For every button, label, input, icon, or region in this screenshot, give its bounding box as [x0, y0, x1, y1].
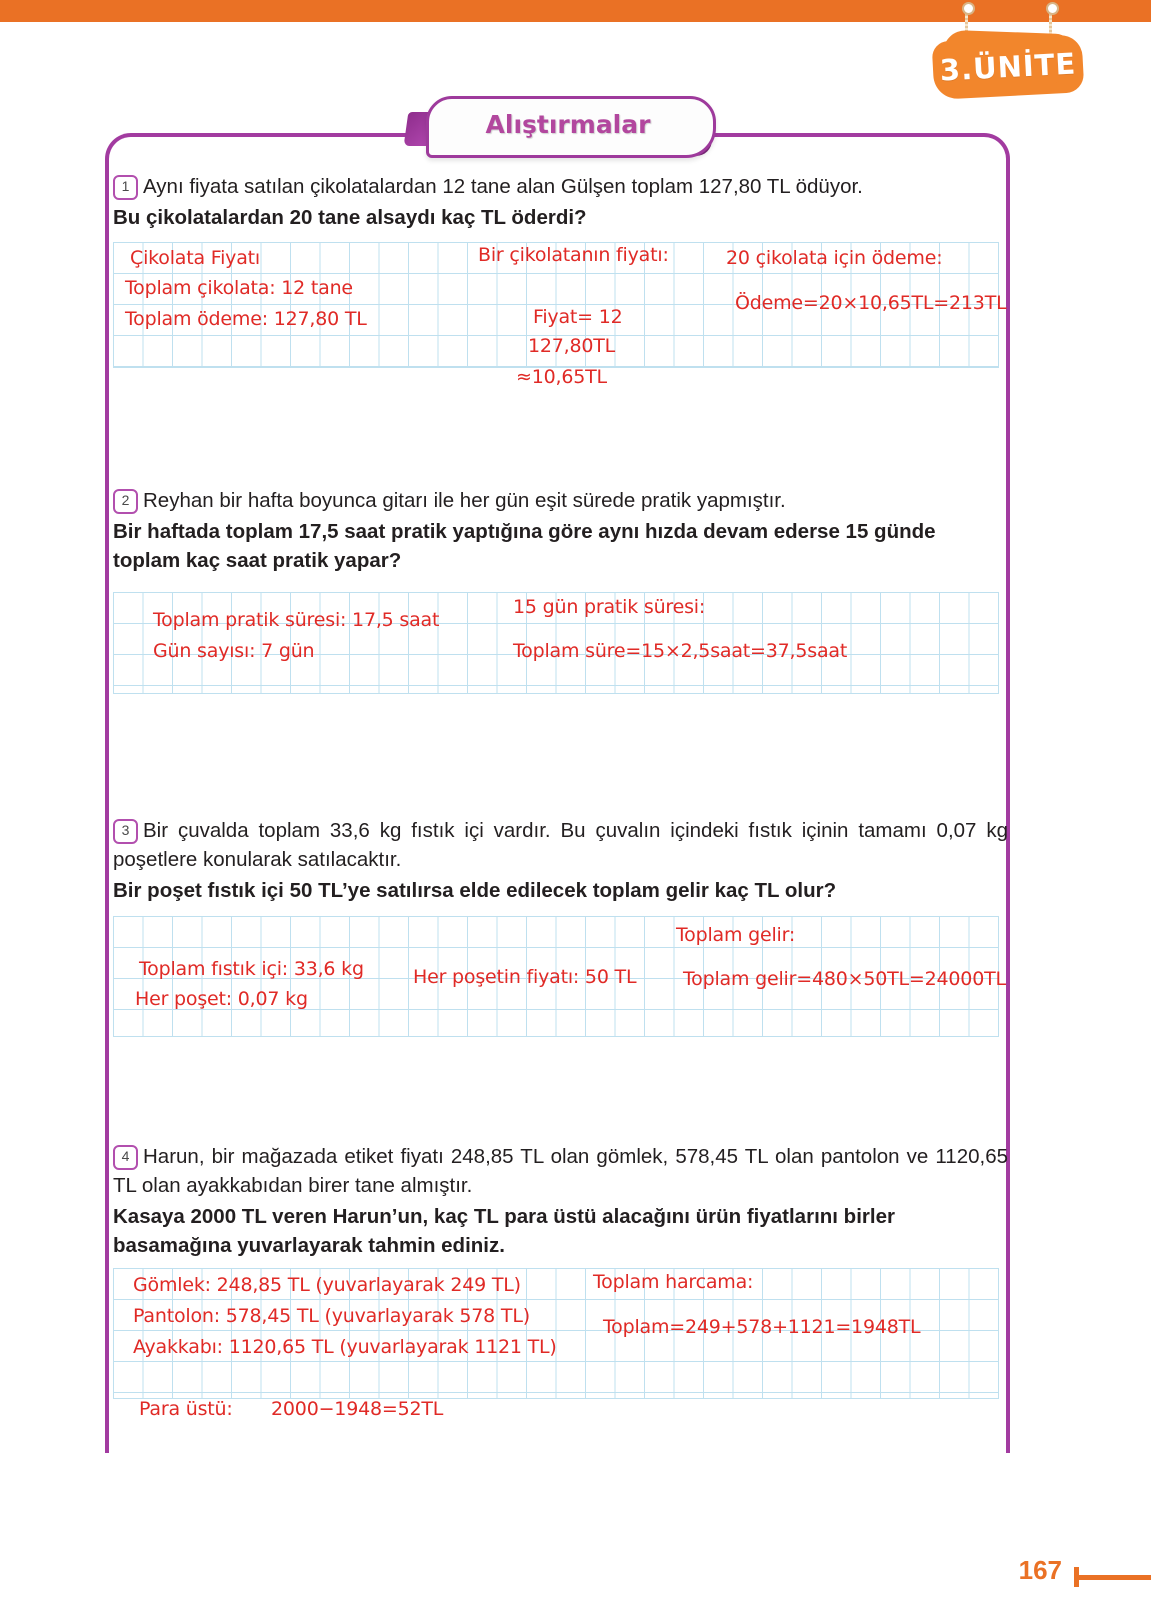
q1-col2-title: Bir çikolatanın fiyatı:: [478, 244, 669, 266]
question-1-text: Aynı fiyata satılan çikolatalardan 12 tane alan Gülşen toplam 127,80 TL ödüyor.: [143, 175, 863, 198]
question-3-answer-grid: [113, 916, 1006, 1037]
question-2-prompt: Bir haftada toplam 17,5 saat pratik yaptığına göre aynı hızda devam ederse 15 günde toplam kaç saat pratik yapar?: [113, 520, 936, 573]
section-title-ribbon: [410, 96, 710, 156]
question-1-text-line: [113, 172, 1008, 201]
question-2-text: Reyhan bir hafta boyunca gitarı ile her gün eşit sürede pratik yapmıştır.: [143, 489, 786, 512]
q2-col1-line2: Gün sayısı: 7 gün: [153, 640, 315, 662]
q3-col1-line1: Toplam fıstık içi: 33,6 kg: [139, 958, 364, 980]
question-2: [113, 486, 1008, 575]
badge-knob-right-icon: [1046, 2, 1059, 15]
q2-col2-title: 15 gün pratik süresi:: [513, 596, 706, 618]
q1-col2-line1: Fiyat= 12: [533, 306, 623, 328]
question-1-number-badge: 1: [113, 175, 138, 200]
q1-col3-title: 20 çikolata için ödeme:: [726, 247, 943, 269]
q4-col2-title: Toplam harcama:: [593, 1271, 754, 1293]
question-2-text-line: [113, 486, 1008, 515]
q3-col2-line1: Her poşetin fiyatı: 50 TL: [413, 966, 637, 988]
q4-col1-line2: Pantolon: 578,45 TL (yuvarlayarak 578 TL): [133, 1305, 530, 1327]
question-3-text: Bir çuvalda toplam 33,6 kg fıstık içi vardır. Bu çuvalın içindeki fıstık içinin tamamı 0,07 kg poşetlere konularak satılacaktır.: [113, 819, 1008, 872]
question-3-number-badge: 3: [113, 819, 138, 844]
q1-col2-line2: 127,80TL: [528, 335, 616, 357]
question-4-answer-grid: [113, 1268, 999, 1399]
q4-col1-line1: Gömlek: 248,85 TL (yuvarlayarak 249 TL): [133, 1274, 521, 1296]
question-1-prompt: Bu çikolatalardan 20 tane alsaydı kaç TL öderdi?: [113, 206, 587, 230]
q1-col1-line1: Toplam çikolata: 12 tane: [125, 277, 353, 299]
q4-change-label: Para üstü:: [139, 1398, 233, 1420]
q1-col1-title: Çikolata Fiyatı: [130, 247, 260, 269]
q4-col2-line1: Toplam=249+578+1121=1948TL: [603, 1316, 921, 1338]
unit-badge-group: [933, 0, 1093, 105]
question-3: [113, 816, 1008, 905]
question-2-answer-grid: [113, 592, 999, 694]
page-number: 167: [1018, 1555, 1062, 1585]
question-1: [113, 172, 1008, 232]
q1-col3-line1: Ödeme=20×10,65TL=213TL: [735, 292, 1007, 314]
question-4: [113, 1142, 1008, 1260]
question-3-text-line: [113, 816, 1008, 874]
q2-col2-line1: Toplam süre=15×2,5saat=37,5saat: [513, 640, 848, 662]
question-3-prompt: Bir poşet fıstık içi 50 TL’ye satılırsa elde edilecek toplam gelir kaç TL olur?: [113, 879, 837, 903]
q4-col1-line3: Ayakkabı: 1120,65 TL (yuvarlayarak 1121 TL): [133, 1336, 557, 1358]
q3-col3-line1: Toplam gelir=480×50TL=24000TL: [683, 968, 1006, 990]
unit-badge: [933, 38, 1083, 96]
unit-badge-label: 3.ÜNİTE: [939, 46, 1077, 88]
question-4-text: Harun, bir mağazada etiket fiyatı 248,85 TL olan gömlek, 578,45 TL olan pantolon ve 1120,65 TL olan ayakkabıdan birer tane almıştır.: [113, 1145, 1008, 1198]
q4-change-value: 2000−1948=52TL: [271, 1398, 444, 1420]
question-4-change-line: [113, 1398, 713, 1420]
section-title-label: Alıştırmalar: [485, 109, 651, 139]
question-2-number-badge: 2: [113, 489, 138, 514]
question-4-number-badge: 4: [113, 1145, 138, 1170]
q1-col1-line2: Toplam ödeme: 127,80 TL: [125, 308, 367, 330]
q1-col2-line3: ≈10,65TL: [516, 366, 607, 388]
question-1-answer-grid: [113, 242, 1007, 388]
question-4-prompt: Kasaya 2000 TL veren Harun’un, kaç TL para üstü alacağını ürün fiyatlarını birler basamağına yuvarlayarak tahmin ediniz.: [113, 1205, 895, 1258]
q3-col3-title: Toplam gelir:: [676, 924, 796, 946]
q3-col1-line2: Her poşet: 0,07 kg: [135, 988, 308, 1010]
badge-knob-left-icon: [962, 2, 975, 15]
footer-bar: [1075, 1575, 1151, 1580]
q2-col1-line1: Toplam pratik süresi: 17,5 saat: [153, 609, 440, 631]
question-4-text-line: [113, 1142, 1008, 1200]
